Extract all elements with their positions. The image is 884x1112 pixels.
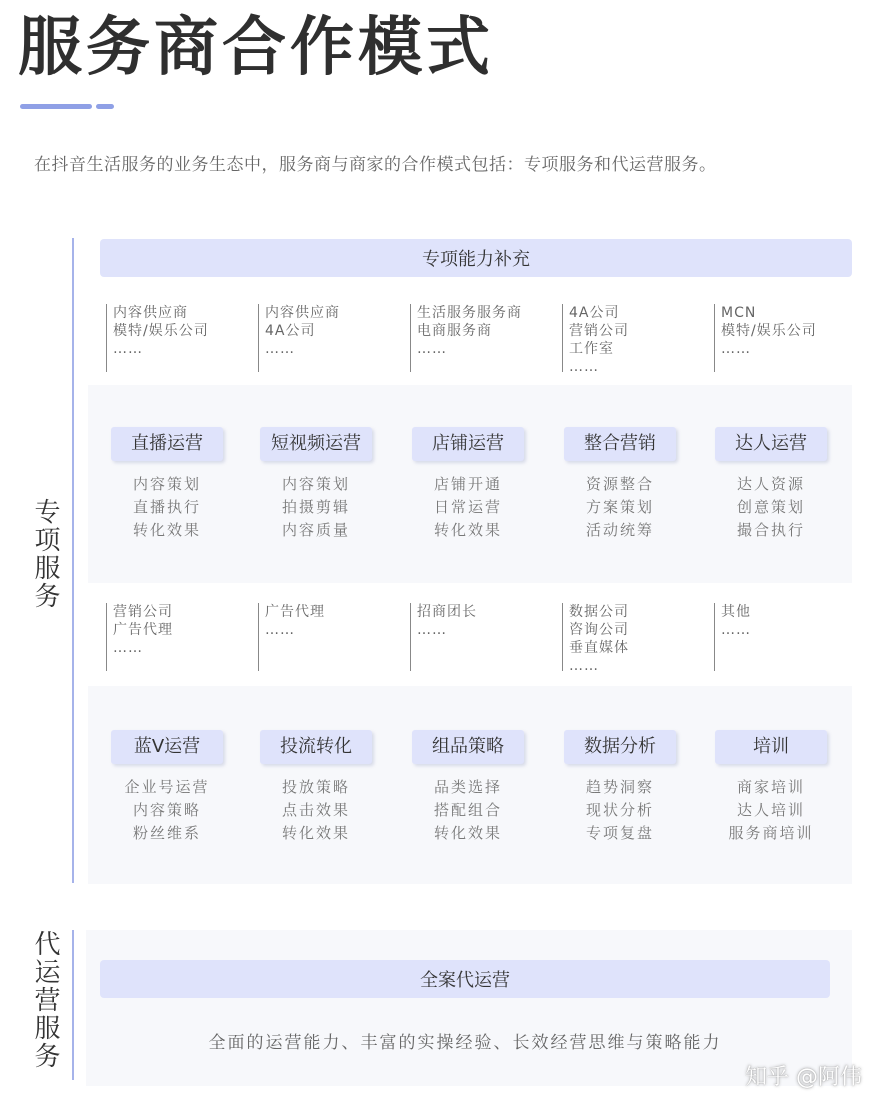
supplier-line: 4A公司 <box>569 305 620 321</box>
service-item: 资源整合 <box>585 475 654 493</box>
service-item: 现状分析 <box>585 801 654 819</box>
service-item: 企业号运营 <box>124 778 210 796</box>
service-item: 撮合执行 <box>736 521 805 539</box>
service-item: 拍摄剪辑 <box>281 498 350 516</box>
service-column <box>408 730 528 845</box>
service-tag: 投流转化 <box>260 730 372 764</box>
service-tag: 蓝V运营 <box>111 730 223 764</box>
supplier-column <box>714 304 817 372</box>
service-item: 搭配组合 <box>433 801 502 819</box>
service-item: 活动统筹 <box>585 521 654 539</box>
supplier-line: 广告代理 <box>113 622 173 638</box>
supplier-line: 垂直媒体 <box>569 640 629 656</box>
service-column <box>107 730 227 845</box>
supplier-line: …… <box>721 622 751 638</box>
service-item: 商家培训 <box>736 778 805 796</box>
watermark: 知乎 @阿伟 <box>745 1065 862 1090</box>
service-item: 投放策略 <box>281 778 350 796</box>
supplier-column <box>106 603 173 671</box>
supplier-column <box>258 304 340 372</box>
supplier-column <box>106 304 209 372</box>
service-item: 转化效果 <box>281 824 350 842</box>
service-item: 转化效果 <box>132 521 201 539</box>
service-tag: 店铺运营 <box>412 427 524 461</box>
service-item-list <box>107 473 227 542</box>
supplier-line: 内容供应商 <box>265 305 340 321</box>
supplier-line: MCN <box>721 305 757 321</box>
supplier-line: 内容供应商 <box>113 305 188 321</box>
service-item: 转化效果 <box>433 824 502 842</box>
supplier-line: 电商服务商 <box>417 323 492 339</box>
service-column <box>107 427 227 542</box>
service-item: 趋势洞察 <box>585 778 654 796</box>
supplier-line: …… <box>569 359 599 375</box>
service-column <box>408 427 528 542</box>
service-column <box>560 427 680 542</box>
page-title: 服务商合作模式 <box>18 11 494 85</box>
service-item: 店铺开通 <box>433 475 502 493</box>
intro-text: 在抖音生活服务的业务生态中，服务商与商家的合作模式包括：专项服务和代运营服务。 <box>34 155 717 175</box>
agency-banner: 全案代运营 <box>100 960 830 998</box>
supplier-line: …… <box>113 640 143 656</box>
service-tag: 短视频运营 <box>260 427 372 461</box>
service-item: 内容策划 <box>281 475 350 493</box>
supplier-column <box>562 603 629 674</box>
service-column <box>711 730 831 845</box>
service-item-list <box>711 776 831 845</box>
title-underline-accent <box>96 104 114 109</box>
service-tag: 组品策略 <box>412 730 524 764</box>
service-item: 转化效果 <box>433 521 502 539</box>
service-item: 专项复盘 <box>585 824 654 842</box>
service-item: 创意策划 <box>736 498 805 516</box>
supplier-line: 咨询公司 <box>569 622 629 638</box>
service-item-list <box>560 776 680 845</box>
service-tag: 培训 <box>715 730 827 764</box>
supplier-column <box>258 603 325 671</box>
service-item: 达人培训 <box>736 801 805 819</box>
agency-summary: 全面的运营能力、丰富的实操经验、长效经营思维与策略能力 <box>208 1033 722 1053</box>
service-item: 粉丝维系 <box>132 824 201 842</box>
service-item: 日常运营 <box>433 498 502 516</box>
service-tag: 整合营销 <box>564 427 676 461</box>
service-item-list <box>256 776 376 845</box>
supplier-line: …… <box>113 341 143 357</box>
supplier-line: …… <box>417 341 447 357</box>
service-item: 方案策划 <box>585 498 654 516</box>
supplier-line: 营销公司 <box>113 604 173 620</box>
service-item: 直播执行 <box>132 498 201 516</box>
service-item-list <box>408 473 528 542</box>
agency-section-line <box>72 930 74 1080</box>
special-banner: 专项能力补充 <box>100 239 852 277</box>
service-item-list <box>711 473 831 542</box>
supplier-row-b <box>100 603 852 674</box>
service-item: 点击效果 <box>281 801 350 819</box>
supplier-line: 营销公司 <box>569 323 629 339</box>
supplier-line: 模特/娱乐公司 <box>721 323 817 339</box>
service-column <box>711 427 831 542</box>
supplier-line: 4A公司 <box>265 323 316 339</box>
service-item: 内容策划 <box>132 475 201 493</box>
supplier-line: …… <box>265 341 295 357</box>
supplier-column <box>714 603 751 671</box>
supplier-column <box>410 304 522 372</box>
service-item: 内容策略 <box>132 801 201 819</box>
service-item: 品类选择 <box>433 778 502 796</box>
special-section-label: 专项服务 <box>30 498 60 610</box>
supplier-line: 数据公司 <box>569 604 629 620</box>
service-item-list <box>256 473 376 542</box>
supplier-line: 广告代理 <box>265 604 325 620</box>
supplier-column <box>562 304 629 375</box>
supplier-line: 其他 <box>721 604 751 620</box>
service-tag: 数据分析 <box>564 730 676 764</box>
service-item-list <box>408 776 528 845</box>
service-item: 达人资源 <box>736 475 805 493</box>
service-item-list <box>107 776 227 845</box>
supplier-line: …… <box>569 658 599 674</box>
service-column <box>256 730 376 845</box>
supplier-column <box>410 603 477 671</box>
supplier-line: 生活服务服务商 <box>417 305 522 321</box>
supplier-line: …… <box>417 622 447 638</box>
supplier-line: …… <box>265 622 295 638</box>
service-item-list <box>560 473 680 542</box>
service-column <box>256 427 376 542</box>
service-item: 内容质量 <box>281 521 350 539</box>
agency-panel <box>86 930 852 1086</box>
supplier-line: 模特/娱乐公司 <box>113 323 209 339</box>
supplier-line: 工作室 <box>569 341 614 357</box>
agency-section-label: 代运营服务 <box>30 930 60 1070</box>
supplier-line: 招商团长 <box>417 604 477 620</box>
supplier-row-a <box>100 304 852 375</box>
special-section-line <box>72 238 74 883</box>
title-underline <box>20 104 92 109</box>
service-tag: 直播运营 <box>111 427 223 461</box>
service-tag: 达人运营 <box>715 427 827 461</box>
service-column <box>560 730 680 845</box>
supplier-line: …… <box>721 341 751 357</box>
service-item: 服务商培训 <box>728 824 814 842</box>
